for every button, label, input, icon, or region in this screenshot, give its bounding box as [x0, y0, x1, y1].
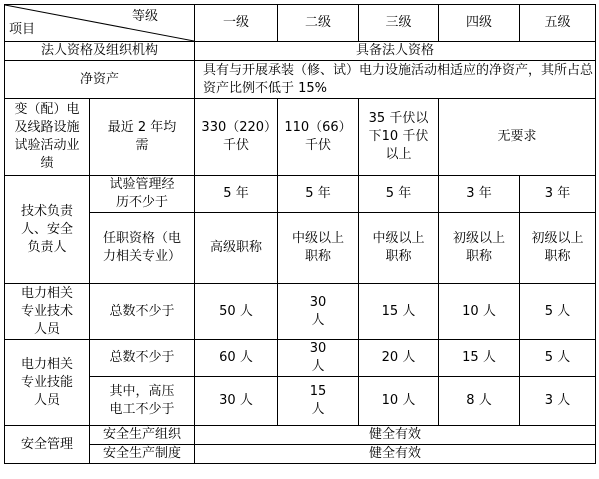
skill-staff-label: 电力相关专业技能人员	[5, 340, 90, 426]
header-corner-cell	[5, 5, 195, 42]
grade-1-header: 一级	[195, 5, 278, 42]
safety-org-label: 安全生产组织	[90, 426, 195, 445]
header-item-label: 项目	[9, 22, 36, 37]
safety-system-row	[5, 445, 596, 464]
grade-2-header: 二级	[278, 5, 359, 42]
performance-grade-1: 330（220）千伏	[195, 99, 278, 176]
title-label: 任职资格（电力相关专业）	[90, 213, 195, 284]
safety-system-label: 安全生产制度	[90, 445, 195, 464]
experience-grade-4: 3 年	[439, 176, 520, 213]
tech-staff-row	[5, 284, 596, 340]
skill-total-grade-1: 60 人	[195, 340, 278, 377]
grade-4-header: 四级	[439, 5, 520, 42]
header-grade-label: 等级	[131, 9, 158, 24]
safety-label: 安全管理	[5, 426, 90, 464]
skill-hv-grade-5: 3 人	[520, 377, 596, 426]
experience-label: 试验管理经历不少于	[90, 176, 195, 213]
tech-staff-grade-5: 5 人	[520, 284, 596, 340]
grade-3-header: 三级	[359, 5, 439, 42]
header-row	[5, 5, 596, 42]
title-grade-5: 初级以上职称	[520, 213, 596, 284]
skill-staff-hv-row	[5, 377, 596, 426]
tech-lead-experience-row	[5, 176, 596, 213]
net-assets-row	[5, 61, 596, 99]
legal-value: 具备法人资格	[195, 42, 596, 61]
experience-grade-5: 3 年	[520, 176, 596, 213]
title-grade-1: 高级职称	[195, 213, 278, 284]
tech-staff-sub: 总数不少于	[90, 284, 195, 340]
qualification-table	[4, 4, 596, 464]
legal-row	[5, 42, 596, 61]
title-grade-2: 中级以上职称	[278, 213, 359, 284]
skill-staff-total-row	[5, 340, 596, 377]
performance-grade-4-5: 无要求	[439, 99, 596, 176]
experience-grade-3: 5 年	[359, 176, 439, 213]
tech-staff-grade-4: 10 人	[439, 284, 520, 340]
skill-total-grade-5: 5 人	[520, 340, 596, 377]
skill-hv-grade-4: 8 人	[439, 377, 520, 426]
skill-hv-grade-1: 30 人	[195, 377, 278, 426]
grade-5-header: 五级	[520, 5, 596, 42]
title-grade-4: 初级以上职称	[439, 213, 520, 284]
performance-grade-2: 110（66）千伏	[278, 99, 359, 176]
skill-total-grade-2: 30人	[278, 340, 359, 377]
tech-lead-label: 技术负责人、安全负责人	[5, 176, 90, 284]
legal-label: 法人资格及组织机构	[5, 42, 195, 61]
experience-grade-1: 5 年	[195, 176, 278, 213]
tech-staff-grade-2: 30人	[278, 284, 359, 340]
skill-staff-total-label: 总数不少于	[90, 340, 195, 377]
tech-lead-title-row	[5, 213, 596, 284]
safety-org-row	[5, 426, 596, 445]
performance-label: 变（配）电及线路设施试验活动业绩	[5, 99, 90, 176]
performance-sub: 最近 2 年均需	[90, 99, 195, 176]
skill-staff-hv-label: 其中，高压电工不少于	[90, 377, 195, 426]
tech-staff-label: 电力相关专业技术人员	[5, 284, 90, 340]
skill-hv-grade-2: 15人	[278, 377, 359, 426]
experience-grade-2: 5 年	[278, 176, 359, 213]
skill-hv-grade-3: 10 人	[359, 377, 439, 426]
title-grade-3: 中级以上职称	[359, 213, 439, 284]
safety-org-value: 健全有效	[195, 426, 596, 445]
net-assets-value: 具有与开展承装（修、试）电力设施活动相适应的净资产，其所占总资产比例不低于 15%	[195, 61, 596, 99]
performance-grade-3: 35 千伏以下10 千伏以上	[359, 99, 439, 176]
skill-total-grade-3: 20 人	[359, 340, 439, 377]
safety-system-value: 健全有效	[195, 445, 596, 464]
skill-total-grade-4: 15 人	[439, 340, 520, 377]
tech-staff-grade-3: 15 人	[359, 284, 439, 340]
tech-staff-grade-1: 50 人	[195, 284, 278, 340]
net-assets-label: 净资产	[5, 61, 195, 99]
performance-row	[5, 99, 596, 176]
